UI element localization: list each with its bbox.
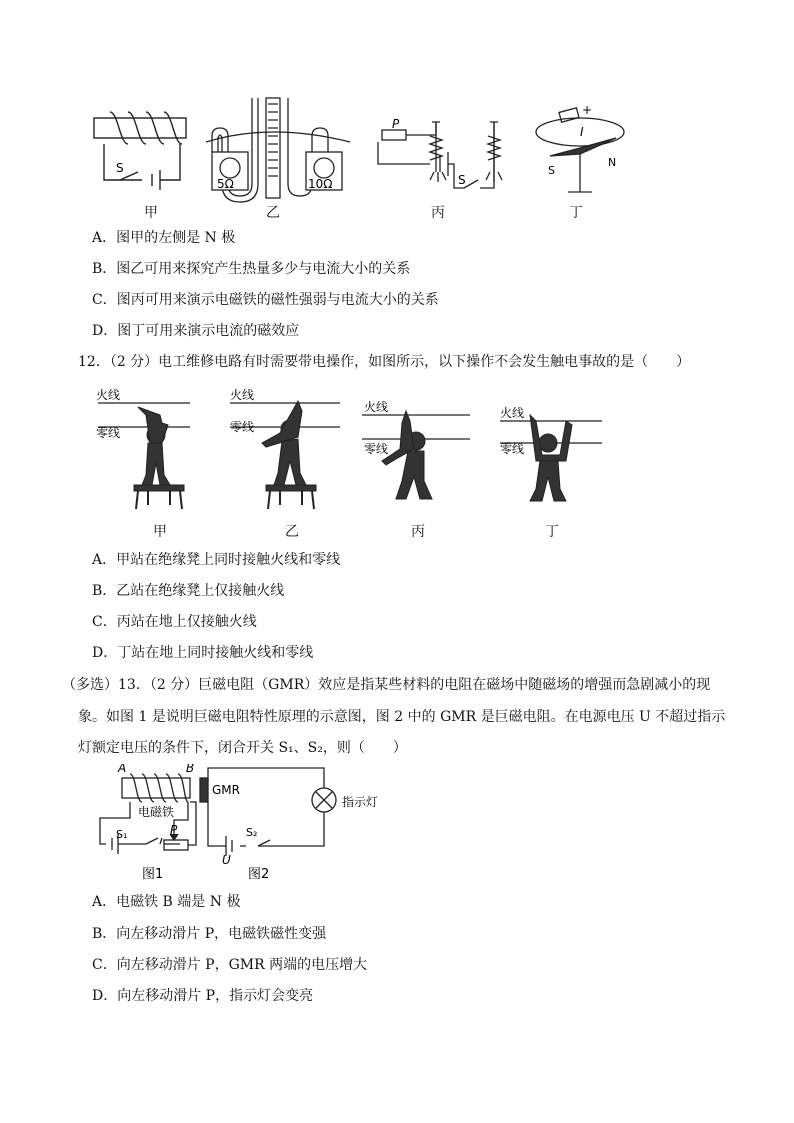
q12-jia-neutral-label: 零线 [96,426,121,440]
q13-stem-line2: 象。如图 1 是说明巨磁电阻特性原理的示意图，图 2 中的 GMR 是巨磁电阻。在电源电压 U 不超过指示 [78,709,726,725]
q12-caption-jia: 甲 [153,524,167,540]
q13-option-a[interactable]: A．电磁铁 B 端是 N 极 [92,894,241,910]
q12-figures [90,385,610,525]
q11-caption-yi: 乙 [266,205,280,221]
q13-fig1-a-label: A [118,764,127,775]
q12-caption-yi: 乙 [285,524,299,540]
q12-person-jia [134,407,184,509]
q11-fig-ding-oersted [536,108,624,192]
q12-person-bing [382,411,432,499]
q13-fig1-s1-label: S₁ [116,828,128,841]
q12-bing-neutral-label: 零线 [364,442,389,456]
q11-ding-north-label: N [608,156,617,169]
q12-person-ding [530,415,572,501]
q13-fig1-electromagnet-label: 电磁铁 [138,805,175,819]
q13-fig1-b-label: B [186,764,195,775]
q12-option-d[interactable]: D．丁站在地上同时接触火线和零线 [92,645,314,661]
q11-fig-jia-solenoid [94,112,186,190]
q13-option-d[interactable]: D．向左移动滑片 P，指示灯会变亮 [92,988,314,1004]
q13-fig2-gmr-label: GMR [212,783,240,797]
q11-ding-plus-label: + [582,103,593,117]
q13-fig2-s2-label: S₂ [246,826,258,839]
q11-option-a[interactable]: A．图甲的左侧是 N 极 [92,230,236,246]
q13-fig1-p-label: P [170,823,178,837]
q12-caption-bing: 丙 [411,524,425,540]
q12-yi-live-label: 火线 [230,388,255,402]
q12-yi-neutral-label: 零线 [230,420,255,434]
q12-caption-ding: 丁 [545,524,559,540]
q12-ding-live-label: 火线 [500,406,525,420]
q11-caption-jia: 甲 [144,205,158,221]
q11-option-d[interactable]: D．图丁可用来演示电流的磁效应 [92,323,300,339]
q11-option-c[interactable]: C．图丙可用来演示电磁铁的磁性强弱与电流大小的关系 [92,292,439,308]
q12-jia-live-label: 火线 [96,388,121,402]
q13-option-c[interactable]: C．向左移动滑片 P，GMR 两端的电压增大 [92,957,368,973]
q11-option-b[interactable]: B．图乙可用来探究产生热量多少与电流大小的关系 [92,261,411,277]
q12-option-c[interactable]: C．丙站在地上仅接触火线 [92,614,257,630]
q11-caption-ding: 丁 [569,205,583,221]
q11-yi-res5-label: 5Ω [217,177,234,191]
q11-ding-current-label: I [580,125,584,139]
q13-fig2-caption: 图2 [248,867,270,882]
q11-jia-switch-label: S [116,161,124,175]
q12-ding-neutral-label: 零线 [500,442,525,456]
q11-yi-res10-label: 10Ω [308,177,333,191]
q11-bing-slider-label: P [392,117,400,131]
q12-bing-live-label: 火线 [364,400,389,414]
q11-fig-bing-electromagnets [378,122,502,188]
q13-fig2-u-label: U [222,853,231,867]
q12-person-yi [262,401,316,509]
q13-stem-line1: （多选）13．（2 分）巨磁电阻（GMR）效应是指某些材料的电阻在磁场中随磁场的增强而急剧减小的现 [62,677,711,693]
q11-bing-switch-label: S [458,173,466,187]
q11-ding-south-label: S [548,164,555,177]
q13-figures [90,764,380,884]
q11-caption-bing: 丙 [431,205,445,221]
q12-option-a[interactable]: A．甲站在绝缘凳上同时接触火线和零线 [92,552,341,568]
q13-stem-line3: 灯额定电压的条件下，闭合开关 S₁、S₂，则（ ） [78,740,407,756]
q12-option-b[interactable]: B．乙站在绝缘凳上仅接触火线 [92,583,285,599]
q13-fig1-caption: 图1 [142,867,164,882]
q12-stem: 12．（2 分）电工维修电路有时需要带电操作，如图所示，以下操作不会发生触电事故的是（ ） [78,354,691,370]
q13-fig2-lamp-label: 指示灯 [342,795,379,809]
q13-option-b[interactable]: B．向左移动滑片 P，电磁铁磁性变强 [92,926,327,942]
